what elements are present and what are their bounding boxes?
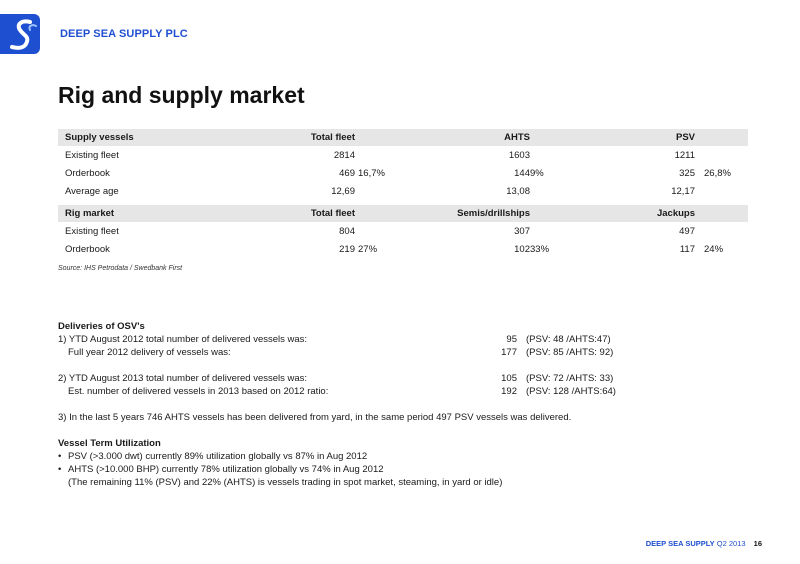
table-row bbox=[58, 182, 748, 200]
footer-brand: DEEP SEA SUPPLY bbox=[645, 539, 715, 548]
table-row bbox=[58, 222, 748, 240]
company-logo bbox=[0, 14, 48, 54]
delivery-value: 177 bbox=[501, 347, 517, 358]
supply-vessels-table bbox=[58, 129, 748, 200]
table-cell-percent: 9% bbox=[530, 168, 544, 179]
delivery-value: 105 bbox=[501, 373, 517, 384]
delivery-label: 1) YTD August 2012 total number of delivered vessels was: bbox=[58, 334, 308, 345]
row-label: Average age bbox=[65, 186, 119, 197]
page-title: Rig and supply market bbox=[58, 82, 305, 108]
source-note: Source: IHS Petrodata / Swedbank First bbox=[58, 265, 183, 272]
table-row bbox=[58, 164, 748, 182]
footer-quarter: Q2 2013 bbox=[716, 539, 746, 548]
deliveries-heading: Deliveries of OSV's bbox=[58, 321, 145, 332]
table-cell: 12,17 bbox=[671, 186, 695, 197]
table-cell: 1603 bbox=[508, 150, 530, 161]
header-cell: Total fleet bbox=[310, 132, 355, 143]
table-cell: 497 bbox=[679, 226, 695, 237]
delivery-detail: (PSV: 72 /AHTS: 33) bbox=[526, 373, 614, 384]
bullet-item: • AHTS (>10.000 BHP) currently 78% utilization globally vs 74% in Aug 2012 bbox=[58, 464, 758, 477]
delivery-detail: (PSV: 128 /AHTS:64) bbox=[526, 386, 616, 397]
bullet-continuation: (The remaining 11% (PSV) and 22% (AHTS) is vessels trading in spot market, steaming, in yard or idle) bbox=[68, 477, 503, 488]
rig-market-table bbox=[58, 205, 748, 258]
table-cell-percent: 24% bbox=[704, 244, 724, 255]
table-cell-percent: 27% bbox=[358, 244, 378, 255]
header-cell: PSV bbox=[675, 132, 695, 143]
row-label: Existing fleet bbox=[65, 150, 119, 161]
delivery-line bbox=[58, 386, 758, 399]
table-row bbox=[58, 146, 748, 164]
header-cell: Supply vessels bbox=[65, 132, 134, 143]
page-footer bbox=[646, 539, 762, 548]
delivery-detail: (PSV: 48 /AHTS:47) bbox=[526, 334, 611, 345]
table-cell-percent: 16,7% bbox=[358, 168, 385, 179]
table-cell: 469 bbox=[339, 168, 355, 179]
table-cell: 13,08 bbox=[506, 186, 530, 197]
table-cell-percent: 33% bbox=[530, 244, 550, 255]
delivery-value: 192 bbox=[501, 386, 517, 397]
delivery-line bbox=[58, 373, 758, 386]
table-cell: 804 bbox=[339, 226, 355, 237]
delivery-line bbox=[58, 334, 758, 347]
table-header-row bbox=[58, 205, 748, 222]
delivery-label: Full year 2012 delivery of vessels was: bbox=[68, 347, 231, 358]
spacer bbox=[58, 425, 758, 438]
spacer bbox=[58, 360, 758, 373]
table-cell: 12,69 bbox=[331, 186, 355, 197]
table-cell: 117 bbox=[679, 244, 695, 255]
table-row bbox=[58, 240, 748, 258]
delivery-note: 3) In the last 5 years 746 AHTS vessels has been delivered from yard, in the same period 497 PSV vessels was delivered. bbox=[58, 412, 572, 423]
brand-name: DEEP SEA SUPPLY PLC bbox=[60, 28, 188, 40]
table-cell: 2814 bbox=[333, 150, 355, 161]
spacer bbox=[58, 399, 758, 412]
delivery-label: 2) YTD August 2013 total number of delivered vessels was: bbox=[58, 373, 308, 384]
table-cell: 102 bbox=[514, 244, 530, 255]
header-cell: Total fleet bbox=[310, 208, 355, 219]
header-cell: Rig market bbox=[65, 208, 115, 219]
row-label: Orderbook bbox=[65, 244, 110, 255]
header-cell: AHTS bbox=[504, 132, 530, 143]
table-cell: 325 bbox=[679, 168, 695, 179]
page-number: 16 bbox=[753, 539, 762, 548]
table-header-row bbox=[58, 129, 748, 146]
delivery-line bbox=[58, 347, 758, 360]
table-cell: 307 bbox=[514, 226, 530, 237]
table-cell-percent: 26,8% bbox=[704, 168, 731, 179]
delivery-detail: (PSV: 85 /AHTS: 92) bbox=[526, 347, 614, 358]
delivery-value: 95 bbox=[506, 334, 517, 345]
row-label: Existing fleet bbox=[65, 226, 119, 237]
table-cell: 1211 bbox=[674, 150, 695, 161]
delivery-label: Est. number of delivered vessels in 2013 based on 2012 ratio: bbox=[68, 386, 329, 397]
utilization-heading: Vessel Term Utilization bbox=[58, 438, 161, 449]
row-label: Orderbook bbox=[65, 168, 110, 179]
table-cell: 144 bbox=[514, 168, 530, 179]
bullet-item: • PSV (>3.000 dwt) currently 89% utilization globally vs 87% in Aug 2012 bbox=[58, 451, 758, 464]
header-cell: Semis/drillships bbox=[457, 208, 530, 219]
header-cell: Jackups bbox=[656, 208, 695, 219]
notes-section bbox=[58, 321, 758, 490]
table-cell: 219 bbox=[339, 244, 355, 255]
